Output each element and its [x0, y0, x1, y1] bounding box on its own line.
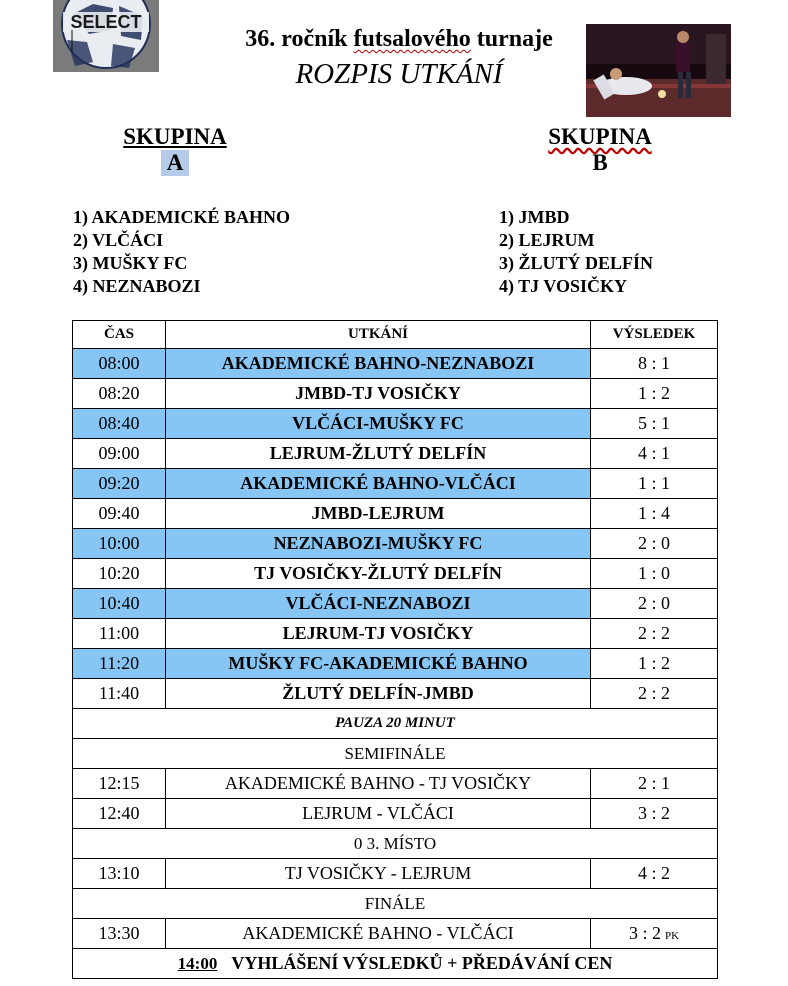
team-item: 4) TJ VOSIČKY [499, 276, 628, 296]
table-header-row [73, 321, 718, 349]
table-row [73, 379, 718, 409]
team-item: 3) ŽLUTÝ DELFÍN [499, 253, 654, 273]
group-a-heading [110, 124, 240, 176]
match-teams: VLČÁCI-NEZNABOZI [166, 589, 591, 619]
match-teams: JMBD-TJ VOSIČKY [166, 379, 591, 409]
match-result: 5 : 1 [591, 409, 718, 439]
table-row [73, 469, 718, 499]
match-time: 11:20 [73, 649, 166, 679]
match-result: 1 : 4 [591, 499, 718, 529]
group-a-teams [73, 206, 290, 298]
match-teams: AKADEMICKÉ BAHNO - VLČÁCI [166, 919, 591, 949]
group-b-teams [499, 206, 653, 298]
team-item: 1) AKADEMICKÉ BAHNO [73, 207, 291, 227]
table-row [73, 859, 718, 889]
team-item: 1) JMBD [499, 207, 570, 227]
match-time: 12:15 [73, 769, 166, 799]
team-item: 2) LEJRUM [499, 230, 595, 250]
match-result: 2 : 2 [591, 679, 718, 709]
match-teams: JMBD-LEJRUM [166, 499, 591, 529]
final-result: 3 : 2 [628, 923, 661, 943]
semifinal-heading-row [73, 739, 718, 769]
ceremony-text: VYHLÁŠENÍ VÝSLEDKŮ + PŘEDÁVÁNÍ CEN [231, 953, 613, 973]
match-result: 4 : 1 [591, 439, 718, 469]
match-teams: LEJRUM - VLČÁCI [166, 799, 591, 829]
team-item: 2) VLČÁCI [73, 230, 164, 250]
table-row [73, 589, 718, 619]
match-time: 13:30 [73, 919, 166, 949]
table-row [73, 799, 718, 829]
match-result: 2 : 1 [591, 769, 718, 799]
ceremony-cell [73, 949, 718, 979]
pause-label: PAUZA 20 MINUT [73, 709, 718, 739]
match-time: 10:40 [73, 589, 166, 619]
match-result: 8 : 1 [591, 349, 718, 379]
final-heading-row [73, 889, 718, 919]
match-time: 10:00 [73, 529, 166, 559]
title-part-3: turnaje [470, 26, 553, 52]
match-teams: VLČÁCI-MUŠKY FC [166, 409, 591, 439]
match-time: 12:40 [73, 799, 166, 829]
match-result: 2 : 0 [591, 529, 718, 559]
match-teams: TJ VOSIČKY - LEJRUM [166, 859, 591, 889]
match-time: 09:20 [73, 469, 166, 499]
match-result: 4 : 2 [591, 859, 718, 889]
group-a-label: SKUPINA [123, 124, 227, 149]
match-result: 1 : 0 [591, 559, 718, 589]
match-teams: NEZNABOZI-MUŠKY FC [166, 529, 591, 559]
team-item: 4) NEZNABOZI [73, 276, 201, 296]
header-time: ČAS [73, 321, 166, 349]
match-time: 08:20 [73, 379, 166, 409]
third-place-label: 0 3. MÍSTO [73, 829, 718, 859]
match-time: 09:40 [73, 499, 166, 529]
table-row [73, 439, 718, 469]
pause-row [73, 709, 718, 739]
match-time: 13:10 [73, 859, 166, 889]
logo-text: SELECT [70, 12, 142, 32]
match-result: 2 : 2 [591, 619, 718, 649]
table-row [73, 769, 718, 799]
match-result: 3 : 2 [591, 799, 718, 829]
match-time: 10:20 [73, 559, 166, 589]
third-place-heading-row [73, 829, 718, 859]
group-b-label: SKUPINA [548, 124, 652, 149]
title-part-1: 36. ročník [245, 26, 354, 52]
match-result: 1 : 2 [591, 379, 718, 409]
match-time: 11:40 [73, 679, 166, 709]
match-result [591, 919, 718, 949]
match-result: 1 : 2 [591, 649, 718, 679]
match-time: 08:40 [73, 409, 166, 439]
tournament-title [0, 26, 788, 53]
title-part-2: futsalového [353, 26, 471, 52]
header-result: VÝSLEDEK [591, 321, 718, 349]
schedule-title: ROZPIS UTKÁNÍ [295, 58, 503, 90]
group-b-letter: B [592, 150, 608, 175]
penalty-note: PK [664, 930, 680, 942]
ceremony-time: 14:00 [177, 954, 218, 973]
team-item: 3) MUŠKY FC [73, 253, 188, 273]
match-time: 09:00 [73, 439, 166, 469]
table-row [73, 649, 718, 679]
match-time: 08:00 [73, 349, 166, 379]
header-match: UTKÁNÍ [166, 321, 591, 349]
schedule-table [72, 320, 718, 979]
table-row [73, 919, 718, 949]
table-row [73, 619, 718, 649]
match-teams: AKADEMICKÉ BAHNO-NEZNABOZI [166, 349, 591, 379]
match-teams: AKADEMICKÉ BAHNO - TJ VOSIČKY [166, 769, 591, 799]
match-teams: ŽLUTÝ DELFÍN-JMBD [166, 679, 591, 709]
match-teams: MUŠKY FC-AKADEMICKÉ BAHNO [166, 649, 591, 679]
match-time: 11:00 [73, 619, 166, 649]
table-row [73, 529, 718, 559]
match-teams: LEJRUM-ŽLUTÝ DELFÍN [166, 439, 591, 469]
table-row [73, 349, 718, 379]
table-row [73, 499, 718, 529]
match-teams: LEJRUM-TJ VOSIČKY [166, 619, 591, 649]
group-a-letter: A [161, 150, 190, 176]
semifinal-label: SEMIFINÁLE [73, 739, 718, 769]
match-teams: AKADEMICKÉ BAHNO-VLČÁCI [166, 469, 591, 499]
match-teams: TJ VOSIČKY-ŽLUTÝ DELFÍN [166, 559, 591, 589]
group-b-heading [535, 124, 665, 176]
ceremony-row [73, 949, 718, 979]
final-label: FINÁLE [73, 889, 718, 919]
match-result: 2 : 0 [591, 589, 718, 619]
table-row [73, 559, 718, 589]
match-result: 1 : 1 [591, 469, 718, 499]
table-row [73, 409, 718, 439]
table-row [73, 679, 718, 709]
